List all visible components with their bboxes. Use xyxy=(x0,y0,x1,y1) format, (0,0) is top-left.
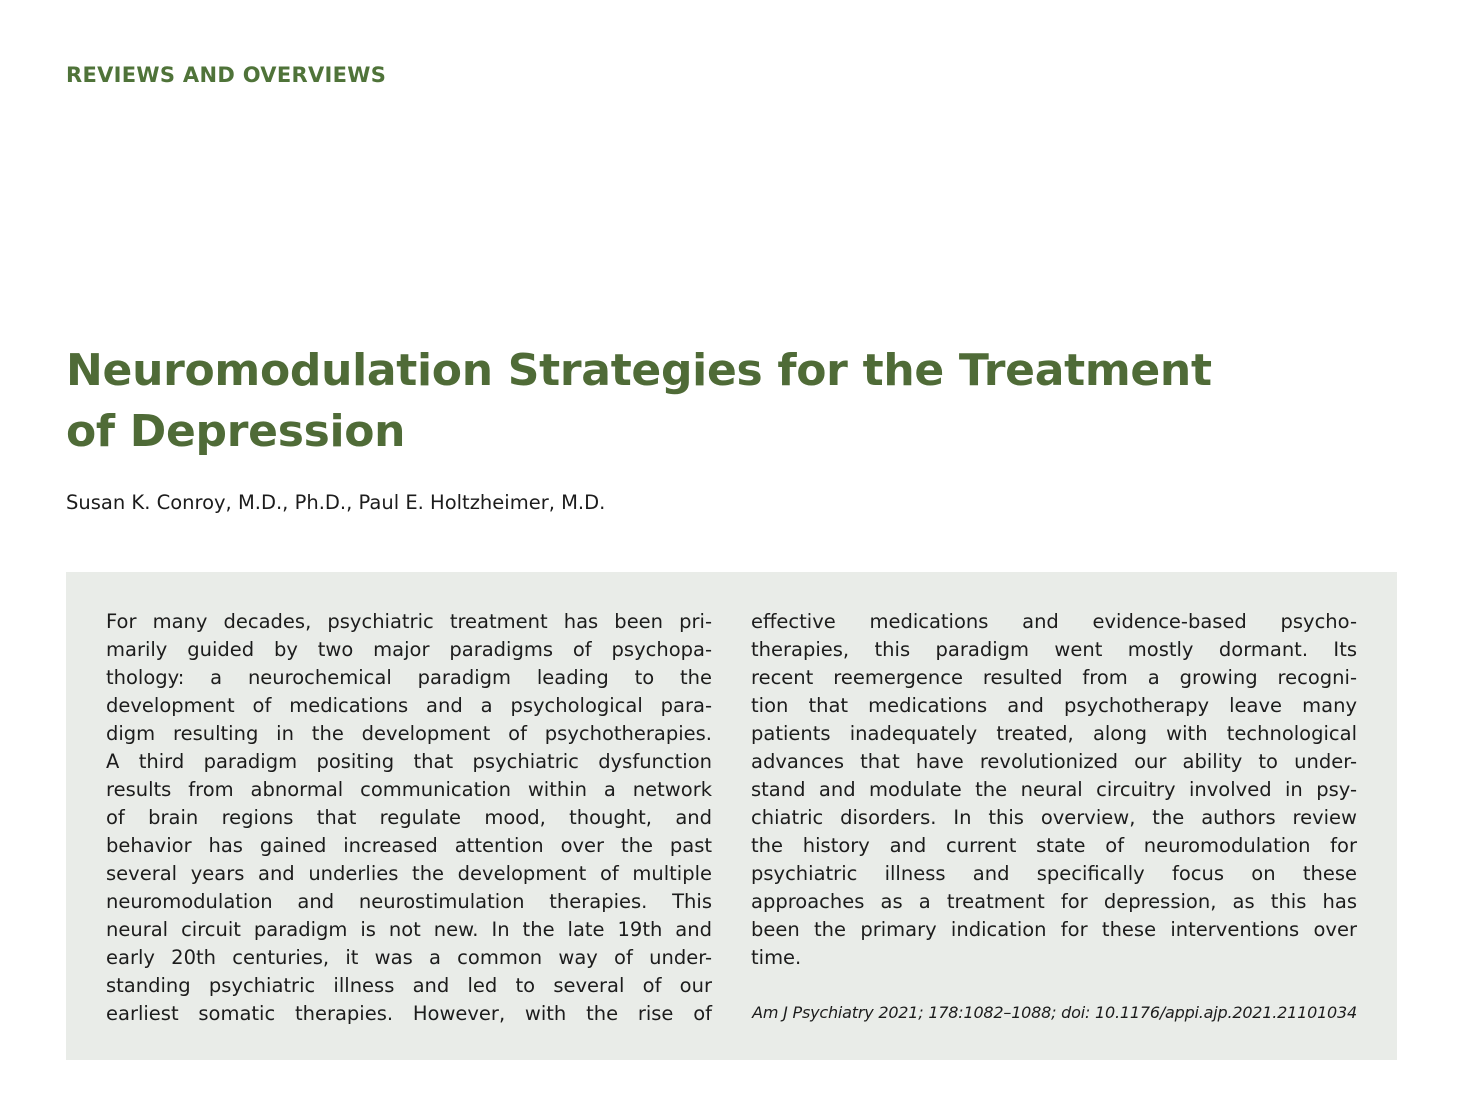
section-label: REVIEWS AND OVERVIEWS xyxy=(66,63,387,87)
abstract-line: neural circuit paradigm is not new. In the late 19th and xyxy=(106,918,712,941)
abstract-line: A third paradigm positing that psychiatric dysfunction xyxy=(106,750,712,773)
abstract-line: effective medications and evidence-based psycho- xyxy=(751,610,1357,633)
abstract-line: results from abnormal communication within a network xyxy=(106,778,712,801)
abstract-line: digm resulting in the development of psychotherapies. xyxy=(106,722,712,745)
abstract-line: therapies, this paradigm went mostly dormant. Its xyxy=(751,638,1357,661)
abstract-line: early 20th centuries, it was a common way of under- xyxy=(106,946,712,969)
abstract-line: time. xyxy=(751,946,802,969)
abstract-line: earliest somatic therapies. However, with the rise of xyxy=(106,1002,712,1025)
abstract-line: psychiatric illness and specifically focus on these xyxy=(751,862,1357,885)
abstract-line: been the primary indication for these interventions over xyxy=(751,918,1357,941)
abstract-line: several years and underlies the development of multiple xyxy=(106,862,712,885)
abstract-line: approaches as a treatment for depression, as this has xyxy=(751,890,1357,913)
abstract-left-column xyxy=(106,608,712,1028)
abstract-line: development of medications and a psychological para- xyxy=(106,694,712,717)
abstract-line: patients inadequately treated, along with technological xyxy=(751,722,1357,745)
abstract-line: thology: a neurochemical paradigm leading to the xyxy=(106,666,712,689)
citation: Am J Psychiatry 2021; 178:1082–1088; doi: 10.1176/appi.ajp.2021.21101034 xyxy=(752,1003,1357,1022)
abstract-line: recent reemergence resulted from a growing recogni- xyxy=(751,666,1357,689)
abstract-line: For many decades, psychiatric treatment has been pri- xyxy=(106,610,712,633)
abstract-line: chiatric disorders. In this overview, the authors review xyxy=(751,806,1357,829)
abstract-line: tion that medications and psychotherapy leave many xyxy=(751,694,1357,717)
author-list: Susan K. Conroy, M.D., Ph.D., Paul E. Holtzheimer, M.D. xyxy=(66,491,606,514)
abstract-line: the history and current state of neuromodulation for xyxy=(751,834,1357,857)
abstract-line: standing psychiatric illness and led to several of our xyxy=(106,974,712,997)
abstract-line: marily guided by two major paradigms of psychopa- xyxy=(106,638,712,661)
abstract-box xyxy=(66,572,1397,1060)
article-title xyxy=(66,340,1266,462)
abstract-line: advances that have revolutionized our ability to under- xyxy=(751,750,1357,773)
abstract-line: stand and modulate the neural circuitry involved in psy- xyxy=(751,778,1357,801)
abstract-line: behavior has gained increased attention over the past xyxy=(106,834,712,857)
abstract-right-column xyxy=(751,608,1357,972)
title-line: of Depression xyxy=(66,406,406,457)
title-line: Neuromodulation Strategies for the Treatment xyxy=(66,345,1212,396)
abstract-line: of brain regions that regulate mood, thought, and xyxy=(106,806,712,829)
abstract-line: neuromodulation and neurostimulation therapies. This xyxy=(106,890,712,913)
